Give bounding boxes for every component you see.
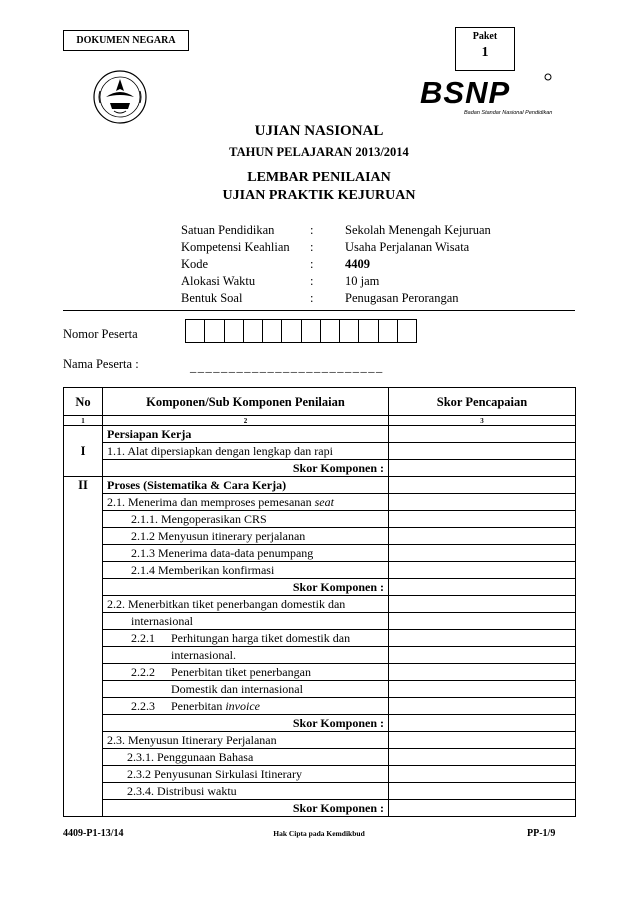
subcomponent-2-2: 2.2. Menerbitkan tiket penerbangan domestik dan (103, 596, 389, 613)
academic-year: TAHUN PELAJARAN 2013/2014 (229, 145, 409, 159)
component-item: 2.3.1. Penggunaan Bahasa (103, 749, 389, 766)
info-value: 10 jam (345, 274, 380, 288)
component-item: 1.1. Alat dipersiapkan dengan lengkap dan rapi (103, 443, 389, 460)
score-cell[interactable] (389, 664, 576, 681)
score-cell[interactable] (389, 766, 576, 783)
table-row (64, 511, 576, 528)
info-sep: : (310, 257, 314, 271)
item-text: Perhitungan harga tiket domestik dan (171, 631, 351, 645)
section-title: Proses (Sistematika & Cara Kerja) (103, 477, 389, 494)
score-cell[interactable] (389, 800, 576, 817)
table-row (64, 562, 576, 579)
score-cell[interactable] (389, 443, 576, 460)
header-score: Skor Pencapaian (389, 388, 576, 416)
column-number: 3 (389, 416, 576, 426)
subcomponent-2-1 (103, 494, 389, 511)
bsnp-logo-text: BSNP (420, 75, 511, 110)
digit-box[interactable] (321, 320, 340, 342)
info-key: Bentuk Soal (181, 291, 243, 305)
score-cell[interactable] (389, 579, 576, 596)
score-cell[interactable] (389, 647, 576, 664)
item-text: Penerbitan (171, 699, 226, 713)
table-row (64, 443, 576, 460)
info-key: Kode (181, 257, 209, 271)
digit-box[interactable] (225, 320, 244, 342)
table-row (64, 426, 576, 443)
header-no: No (64, 388, 103, 416)
info-sep: : (310, 291, 314, 305)
table-row (64, 647, 576, 664)
item-number: 2.2.1 (131, 631, 155, 645)
table-row (64, 766, 576, 783)
score-cell[interactable] (389, 698, 576, 715)
assessment-table (63, 387, 576, 817)
score-cell[interactable] (389, 426, 576, 443)
bsnp-logo-subtitle: Badan Standar Nasional Pendidikan (464, 110, 553, 116)
item-number: 2.2.2 (131, 665, 155, 679)
info-value: Usaha Perjalanan Wisata (345, 240, 470, 254)
section-number: II (64, 477, 103, 817)
component-score-label: Skor Komponen : (103, 800, 389, 817)
component-item (103, 664, 389, 681)
info-value: 4409 (345, 257, 370, 271)
component-item (103, 698, 389, 715)
component-item: 2.1.1. Mengoperasikan CRS (103, 511, 389, 528)
score-cell[interactable] (389, 494, 576, 511)
table-row (64, 783, 576, 800)
document-classification-label: DOKUMEN NEGARA (63, 30, 189, 51)
info-value: Sekolah Menengah Kejuruan (345, 223, 491, 237)
table-row (64, 528, 576, 545)
component-item: 2.1.2 Menyusun itinerary perjalanan (103, 528, 389, 545)
component-item: 2.3.4. Distribusi waktu (103, 783, 389, 800)
footer-document-code: 4409-P1-13/14 (63, 828, 124, 839)
tut-wuri-handayani-emblem-icon (92, 69, 148, 125)
table-row (64, 681, 576, 698)
info-row-bentuk-soal (181, 291, 541, 308)
digit-box[interactable] (398, 320, 416, 342)
paket-box (455, 27, 515, 71)
score-cell[interactable] (389, 613, 576, 630)
info-value: Penugasan Perorangan (345, 291, 459, 305)
exam-title: UJIAN NASIONAL (254, 123, 384, 139)
subcomponent-emphasis: seat (314, 495, 334, 509)
footer-page-number: PP-1/9 (527, 828, 556, 839)
score-cell[interactable] (389, 596, 576, 613)
footer-copyright: Hak Cipta pada Kemdikbud (273, 829, 365, 838)
score-cell[interactable] (389, 732, 576, 749)
digit-box[interactable] (282, 320, 301, 342)
table-row (64, 749, 576, 766)
participant-name-line[interactable]: _________________________ (190, 360, 384, 374)
info-row-kode (181, 257, 541, 274)
table-row (64, 630, 576, 647)
score-cell[interactable] (389, 783, 576, 800)
table-row (64, 664, 576, 681)
info-sep: : (310, 223, 314, 237)
assessment-sheet-title: LEMBAR PENILAIAN (247, 170, 391, 185)
digit-box[interactable] (359, 320, 378, 342)
participant-number-boxes[interactable] (185, 319, 417, 343)
column-number-row (64, 416, 576, 426)
item-text: Penerbitan tiket penerbangan (171, 665, 311, 679)
component-item: 2.1.3 Menerima data-data penumpang (103, 545, 389, 562)
score-cell[interactable] (389, 545, 576, 562)
score-cell[interactable] (389, 477, 576, 494)
info-key: Kompetensi Keahlian (181, 240, 290, 254)
digit-box[interactable] (379, 320, 398, 342)
digit-box[interactable] (186, 320, 205, 342)
table-row (64, 460, 576, 477)
practical-exam-title: UJIAN PRAKTIK KEJURUAN (222, 188, 416, 203)
subcomponent-2-2-cont: internasional (103, 613, 389, 630)
header-component: Komponen/Sub Komponen Penilaian (103, 388, 389, 416)
digit-box[interactable] (263, 320, 282, 342)
table-row (64, 545, 576, 562)
table-row (64, 715, 576, 732)
section-title: Persiapan Kerja (103, 426, 389, 443)
digit-box[interactable] (244, 320, 263, 342)
component-item-cont: Domestik dan internasional (103, 681, 389, 698)
score-cell[interactable] (389, 511, 576, 528)
score-cell[interactable] (389, 681, 576, 698)
component-score-label: Skor Komponen : (103, 460, 389, 477)
table-row (64, 579, 576, 596)
component-score-label: Skor Komponen : (103, 579, 389, 596)
table-row (64, 800, 576, 817)
section-number: I (64, 426, 103, 477)
info-row-alokasi-waktu (181, 274, 541, 291)
item-emphasis: invoice (225, 699, 260, 713)
score-cell[interactable] (389, 630, 576, 647)
table-row (64, 732, 576, 749)
score-cell[interactable] (389, 460, 576, 477)
digit-box[interactable] (302, 320, 321, 342)
column-number: 2 (103, 416, 389, 426)
table-row (64, 477, 576, 494)
component-item-cont: internasional. (103, 647, 389, 664)
info-sep: : (310, 240, 314, 254)
subcomponent-2-3: 2.3. Menyusun Itinerary Perjalanan (103, 732, 389, 749)
score-cell[interactable] (389, 528, 576, 545)
bsnp-logo (418, 71, 560, 117)
table-row (64, 596, 576, 613)
info-key: Alokasi Waktu (181, 274, 256, 288)
score-cell[interactable] (389, 749, 576, 766)
table-row (64, 613, 576, 630)
info-row-kompetensi-keahlian (181, 240, 541, 257)
score-cell[interactable] (389, 715, 576, 732)
digit-box[interactable] (205, 320, 224, 342)
column-number: 1 (64, 416, 103, 426)
table-row (64, 698, 576, 715)
component-item: 2.1.4 Memberikan konfirmasi (103, 562, 389, 579)
item-number: 2.2.3 (131, 699, 155, 713)
paket-label: Paket (472, 31, 498, 42)
score-cell[interactable] (389, 562, 576, 579)
paket-value: 1 (481, 45, 489, 60)
table-row (64, 494, 576, 511)
digit-box[interactable] (340, 320, 359, 342)
table-header-row (64, 388, 576, 416)
participant-name-label: Nama Peserta : (63, 357, 139, 371)
component-item: 2.3.2 Penyusunan Sirkulasi Itinerary (103, 766, 389, 783)
info-sep: : (310, 274, 314, 288)
info-key: Satuan Pendidikan (181, 223, 275, 237)
component-score-label: Skor Komponen : (103, 715, 389, 732)
participant-number-label: Nomor Peserta (63, 327, 138, 341)
subcomponent-text: 2.1. Menerima dan memproses pemesanan (107, 495, 315, 509)
header-divider (63, 310, 575, 311)
info-row-satuan-pendidikan (181, 223, 541, 240)
component-item (103, 630, 389, 647)
